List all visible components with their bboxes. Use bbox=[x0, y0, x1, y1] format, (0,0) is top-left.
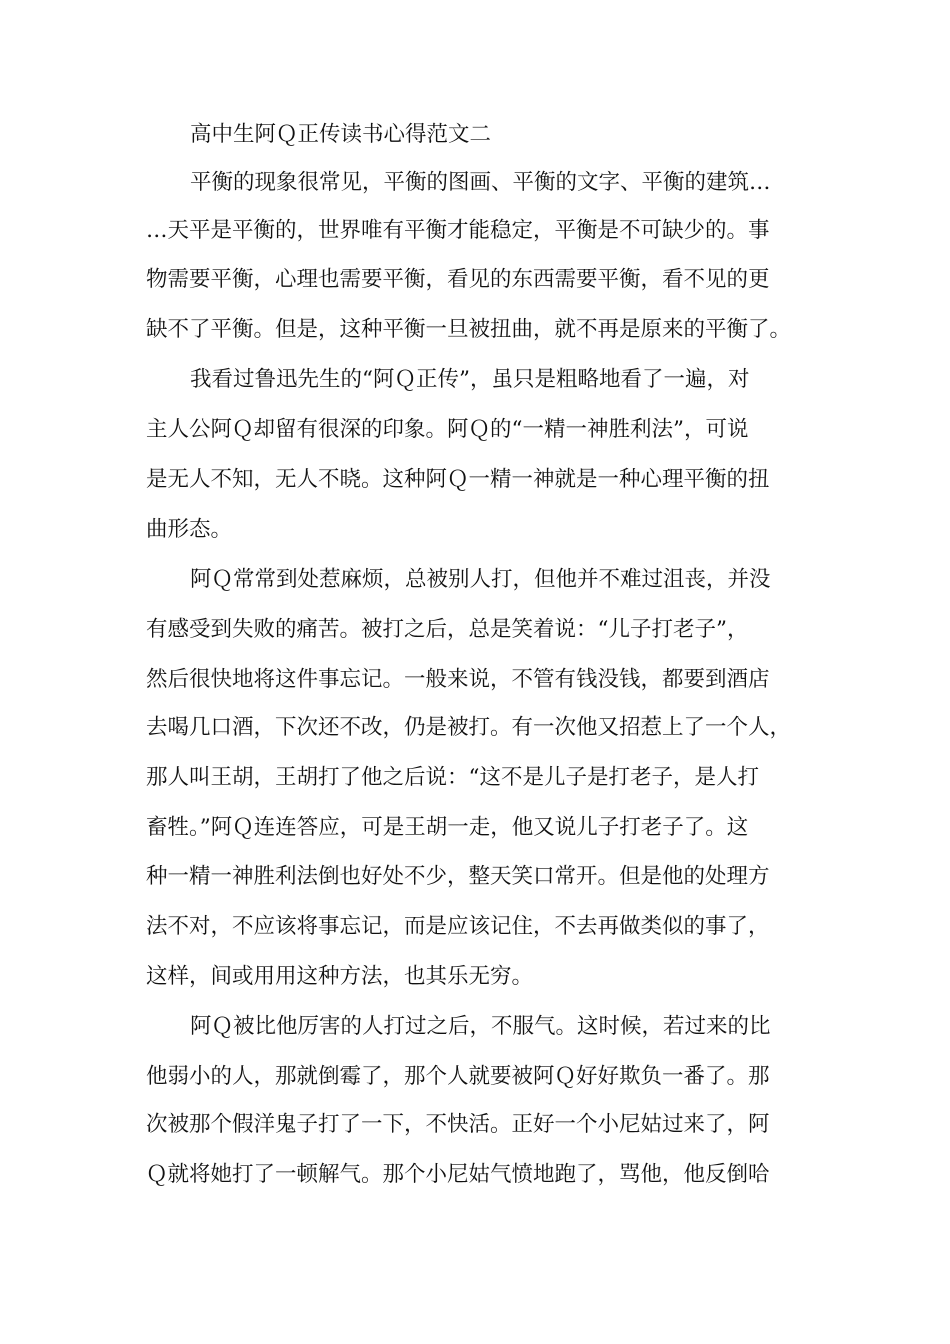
document-line: 那人叫王胡，王胡打了他之后说：“这不是儿子是打老子，是人打 bbox=[146, 765, 759, 790]
document-line: 这样，间或用用这种方法，也其乐无穷。 bbox=[146, 964, 534, 989]
document-line: 去喝几口酒，下次还不改，仍是被打。有一次他又招惹上了一个人， bbox=[146, 715, 792, 740]
document-line: Ｑ就将她打了一顿解气。那个小尼姑气愤地跑了，骂他，他反倒哈 bbox=[146, 1162, 770, 1187]
document-line: 平衡的现象很常见，平衡的图画、平衡的文字、平衡的建筑… bbox=[190, 170, 771, 195]
document-line: 主人公阿Ｑ却留有很深的印象。阿Ｑ的“一精一神胜利法”，可说 bbox=[146, 417, 749, 442]
document-line: 他弱小的人，那就倒霉了，那个人就要被阿Ｑ好好欺负一番了。那 bbox=[146, 1064, 770, 1089]
document-line: 然后很快地将这件事忘记。一般来说，不管有钱没钱，都要到酒店 bbox=[146, 667, 770, 692]
document-line: 物需要平衡，心理也需要平衡，看见的东西需要平衡，看不见的更 bbox=[146, 267, 770, 292]
document-line: 阿Ｑ常常到处惹麻烦，总被别人打，但他并不难过沮丧，并没 bbox=[190, 567, 771, 592]
document-line: 法不对，不应该将事忘记，而是应该记住，不去再做类似的事了， bbox=[146, 914, 770, 939]
document-line: 是无人不知，无人不晓。这种阿Ｑ一精一神就是一种心理平衡的扭 bbox=[146, 467, 770, 492]
document-line: 曲形态。 bbox=[146, 517, 233, 542]
document-line: …天平是平衡的，世界唯有平衡才能稳定，平衡是不可缺少的。事 bbox=[146, 218, 770, 243]
document-line: 缺不了平衡。但是，这种平衡一旦被扭曲，就不再是原来的平衡了。 bbox=[146, 317, 792, 342]
document-line: 次被那个假洋鬼子打了一下，不快活。正好一个小尼姑过来了，阿 bbox=[146, 1112, 770, 1137]
document-line: 我看过鲁迅先生的“阿Ｑ正传”，虽只是粗略地看了一遍，对 bbox=[190, 367, 750, 392]
document-title: 高中生阿Ｑ正传读书心得范文二 bbox=[190, 122, 492, 147]
document-line: 种一精一神胜利法倒也好处不少，整天笑口常开。但是他的处理方 bbox=[146, 864, 770, 889]
document-line: 有感受到失败的痛苦。被打之后，总是笑着说：“儿子打老子”， bbox=[146, 617, 749, 642]
document-line: 畜牲。”阿Ｑ连连答应，可是王胡一走，他又说儿子打老子了。这 bbox=[146, 815, 749, 840]
document-line: 阿Ｑ被比他厉害的人打过之后，不服气。这时候，若过来的比 bbox=[190, 1014, 771, 1039]
